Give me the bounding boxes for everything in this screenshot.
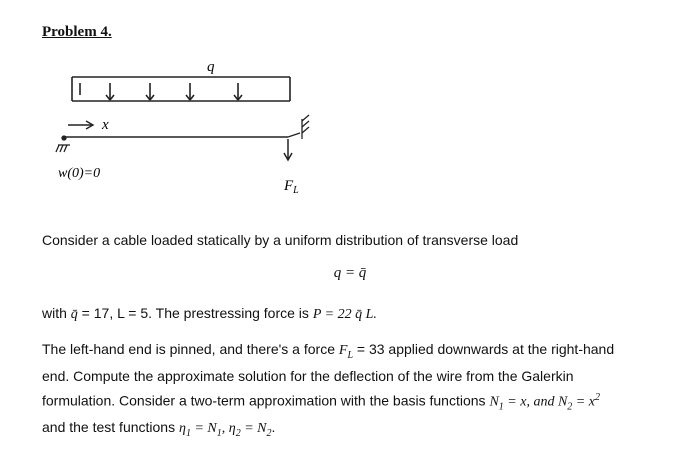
paragraph-line-3: formulation. Consider a two-term approximation with the basis functions $N_1 = x$, and $N_2 = x^2$ <box>42 391 600 413</box>
paragraph-line-4: and the test functions $\eta_1 = N_1$, $\eta_2 = N_2$. <box>42 419 276 440</box>
pinned-support <box>56 136 70 152</box>
paragraph-line-1: The left-hand end is pinned, and there's a force $F_L = 33$ applied downwards at the right-hand <box>42 341 615 361</box>
distributed-load <box>72 77 290 101</box>
cable-figure <box>50 55 340 205</box>
intro-line: Consider a cable loaded statically by a uniform distribution of transverse load <box>42 232 519 248</box>
load-equation: q = q̄ <box>333 265 367 281</box>
x-axis-arrow <box>68 121 93 129</box>
parameters-line: with q̄ = 17, L = 5. The prestressing force is P = 22 q̄ L. <box>42 305 377 322</box>
problem-title: Problem 4. <box>42 24 112 40</box>
x-axis-label: x <box>102 117 109 133</box>
load-label: q <box>207 59 215 75</box>
boundary-condition-label: w(0)=0 <box>58 166 101 181</box>
force-label: $F_L$ <box>284 178 299 196</box>
right-end-support <box>288 115 309 139</box>
force-arrow <box>284 139 292 160</box>
paragraph-line-2: end. Compute the approximate solution for the deflection of the wire from the Galerkin <box>42 367 574 384</box>
problem-paragraph <box>42 339 614 444</box>
